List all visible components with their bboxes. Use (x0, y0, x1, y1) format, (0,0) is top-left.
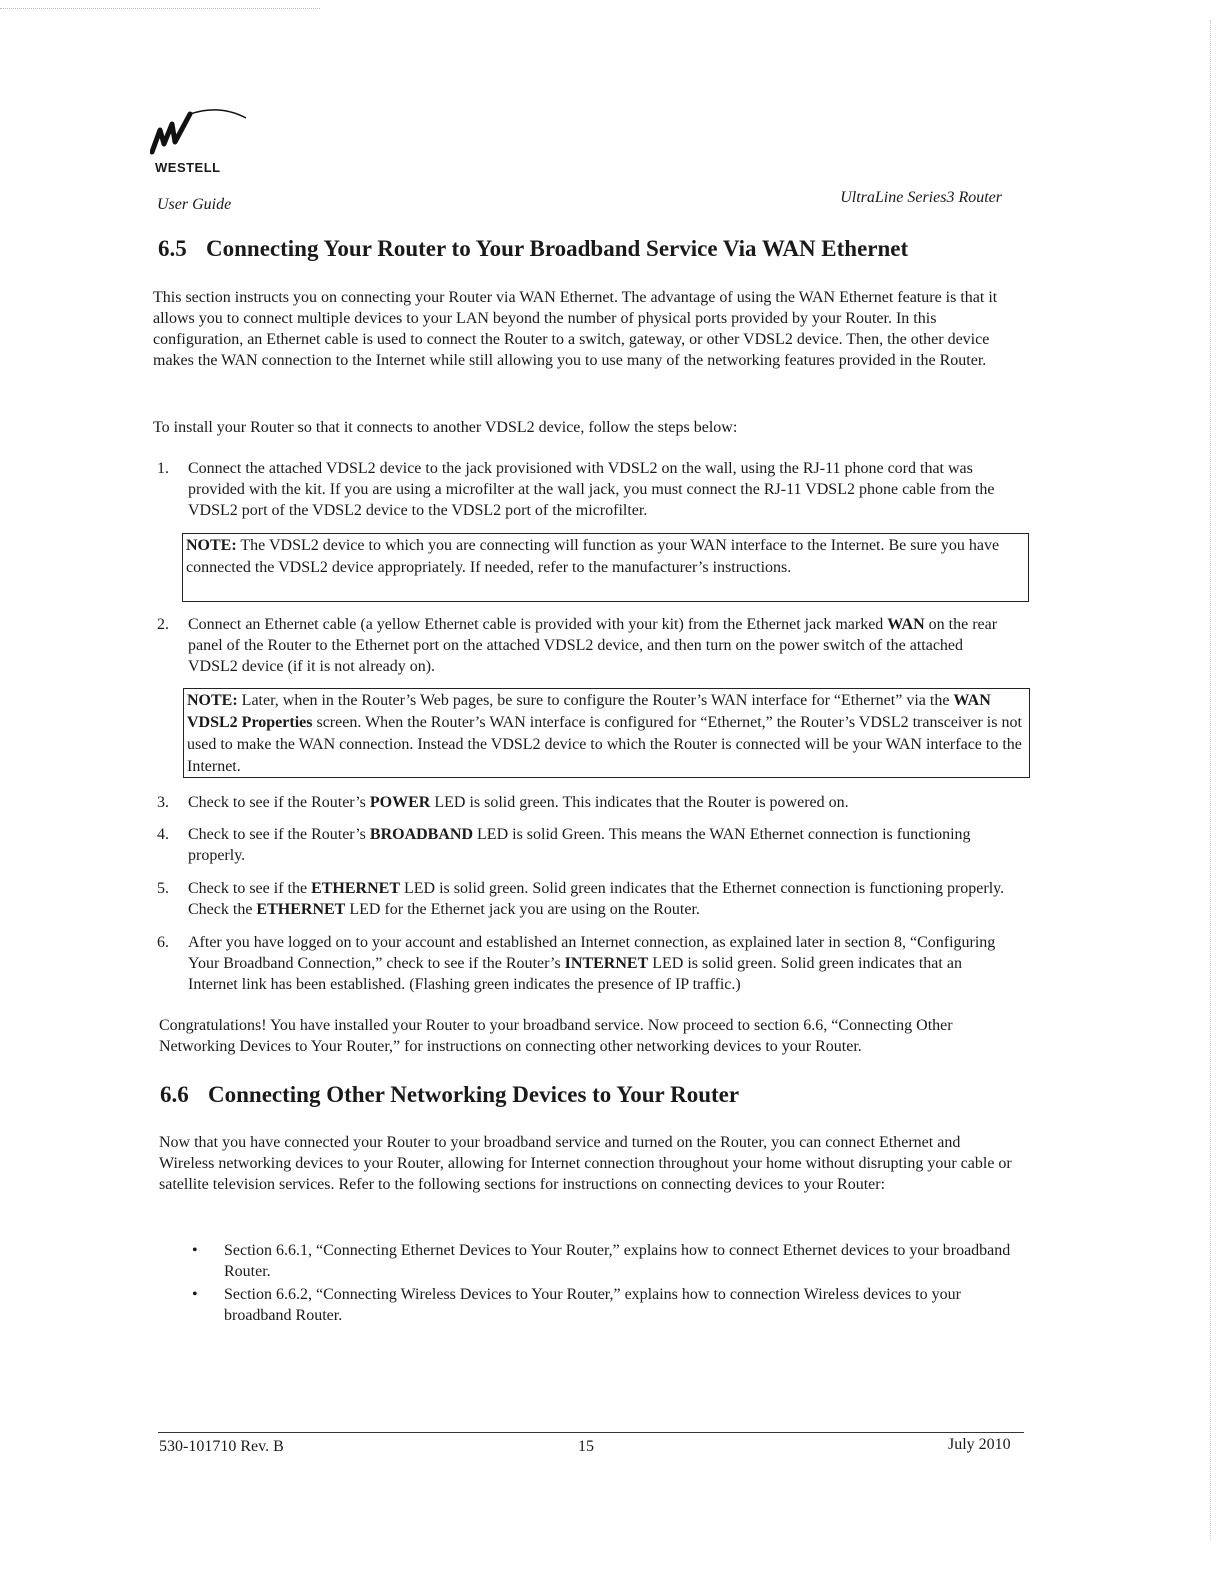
scan-artifact (0, 8, 320, 11)
list-item: 3. Check to see if the Router’s POWER LED is solid green. This indicates that the Router is powered on. (157, 794, 849, 811)
note-box: NOTE: The VDSL2 device to which you are connecting will function as your WAN interface to the Internet. Be sure you have connected the VDSL2 device appropriately. If needed, refer to the manufacturer’s instructions. (182, 533, 1029, 602)
section-intro: This section instructs you on connecting your Router via WAN Ethernet. The advantage of using the WAN Ethernet feature is that it allows you to connect multiple devices to your LAN beyond the number of physical ports provided by your Router. In this configuration, an Ethernet cable is used to connect the Router to a switch, gateway, or other VDSL2 device. Then, the other device makes the WAN connection to the Internet while still allowing you to use many of the networking features provided in the Router. (153, 289, 998, 369)
scan-artifact-edge (1210, 20, 1212, 1540)
header-left: User Guide (157, 196, 232, 213)
brand-name: WESTELL (155, 160, 221, 175)
list-item: 4. Check to see if the Router’s BROADBAND LED is solid Green. This means the WAN Ethernet connection is functioning properly. (157, 826, 971, 864)
footer-date: July 2010 (948, 1436, 1011, 1453)
header-right: UltraLine Series3 Router (840, 189, 1002, 206)
bullet-list (188, 1240, 1028, 1328)
list-item: • Section 6.6.2, “Connecting Wireless Devices to Your Router,” explains how to connection Wireless devices to your broadband Router. (188, 1284, 1028, 1326)
list-item: 2. Connect an Ethernet cable (a yellow Ethernet cable is provided with your kit) from the Ethernet jack marked WAN on the rear panel of the Router to the Ethernet port on the attached VDSL2 device, and then turn on the power switch of the attached VDSL2 device (if it is not already on). (157, 616, 998, 675)
note-box: NOTE: Later, when in the Router’s Web pages, be sure to configure the Router’s WAN interface for “Ethernet” via the WAN VDSL2 Properties screen. When the Router’s WAN interface is configured for “Ethernet,” the Router’s VDSL2 transceiver is not used to make the WAN connection. Instead the VDSL2 device to which the Router is connected will be your WAN interface to the Internet. (183, 688, 1030, 778)
section-heading-6-5: 6.5 Connecting Your Router to Your Broadband Service Via WAN Ethernet (158, 236, 909, 261)
page-number: 15 (578, 1438, 594, 1455)
footer-doc-number: 530-101710 Rev. B (159, 1438, 284, 1455)
list-item: 6. After you have logged on to your account and established an Internet connection, as explained later in section 8, “Configuring Your Broadband Connection,” check to see if the Router’s INTERNET LED is solid green. Solid green indicates that an Internet link has been established. (Flashing green indicates the presence of IP traffic.) (157, 934, 996, 993)
footer-rule (158, 1432, 1024, 1433)
steps-lead: To install your Router so that it connects to another VDSL2 device, follow the steps below: (153, 419, 738, 436)
list-item: 5. Check to see if the ETHERNET LED is solid green. Solid green indicates that the Ethernet connection is functioning properly. Check the ETHERNET LED for the Ethernet jack you are using on the Router. (157, 880, 1005, 918)
congrats-paragraph: Congratulations! You have installed your Router to your broadband service. Now proceed to section 6.6, “Connecting Other Networking Devices to Your Router,” for instructions on connecting other networking devices to your Router. (159, 1017, 953, 1055)
section-intro-6-6: Now that you have connected your Router to your broadband service and turned on the Router, you can connect Ethernet and Wireless networking devices to your Router, allowing for Internet connection throughout your home without disrupting your cable or satellite television services. Refer to the following sections for instructions on connecting devices to your Router: (159, 1134, 1012, 1193)
list-item: • Section 6.6.1, “Connecting Ethernet Devices to Your Router,” explains how to connect Ethernet devices to your broadband Router. (188, 1240, 1028, 1282)
westell-logo-icon (150, 108, 250, 160)
list-item: 1. Connect the attached VDSL2 device to the jack provisioned with VDSL2 on the wall, using the RJ-11 phone cord that was provided with the kit. If you are using a microfilter at the wall jack, you must connect the RJ-11 VDSL2 phone cable from the VDSL2 port of the VDSL2 device to the VDSL2 port of the microfilter. (157, 460, 995, 519)
section-heading-6-6: 6.6 Connecting Other Networking Devices to Your Router (160, 1082, 740, 1107)
